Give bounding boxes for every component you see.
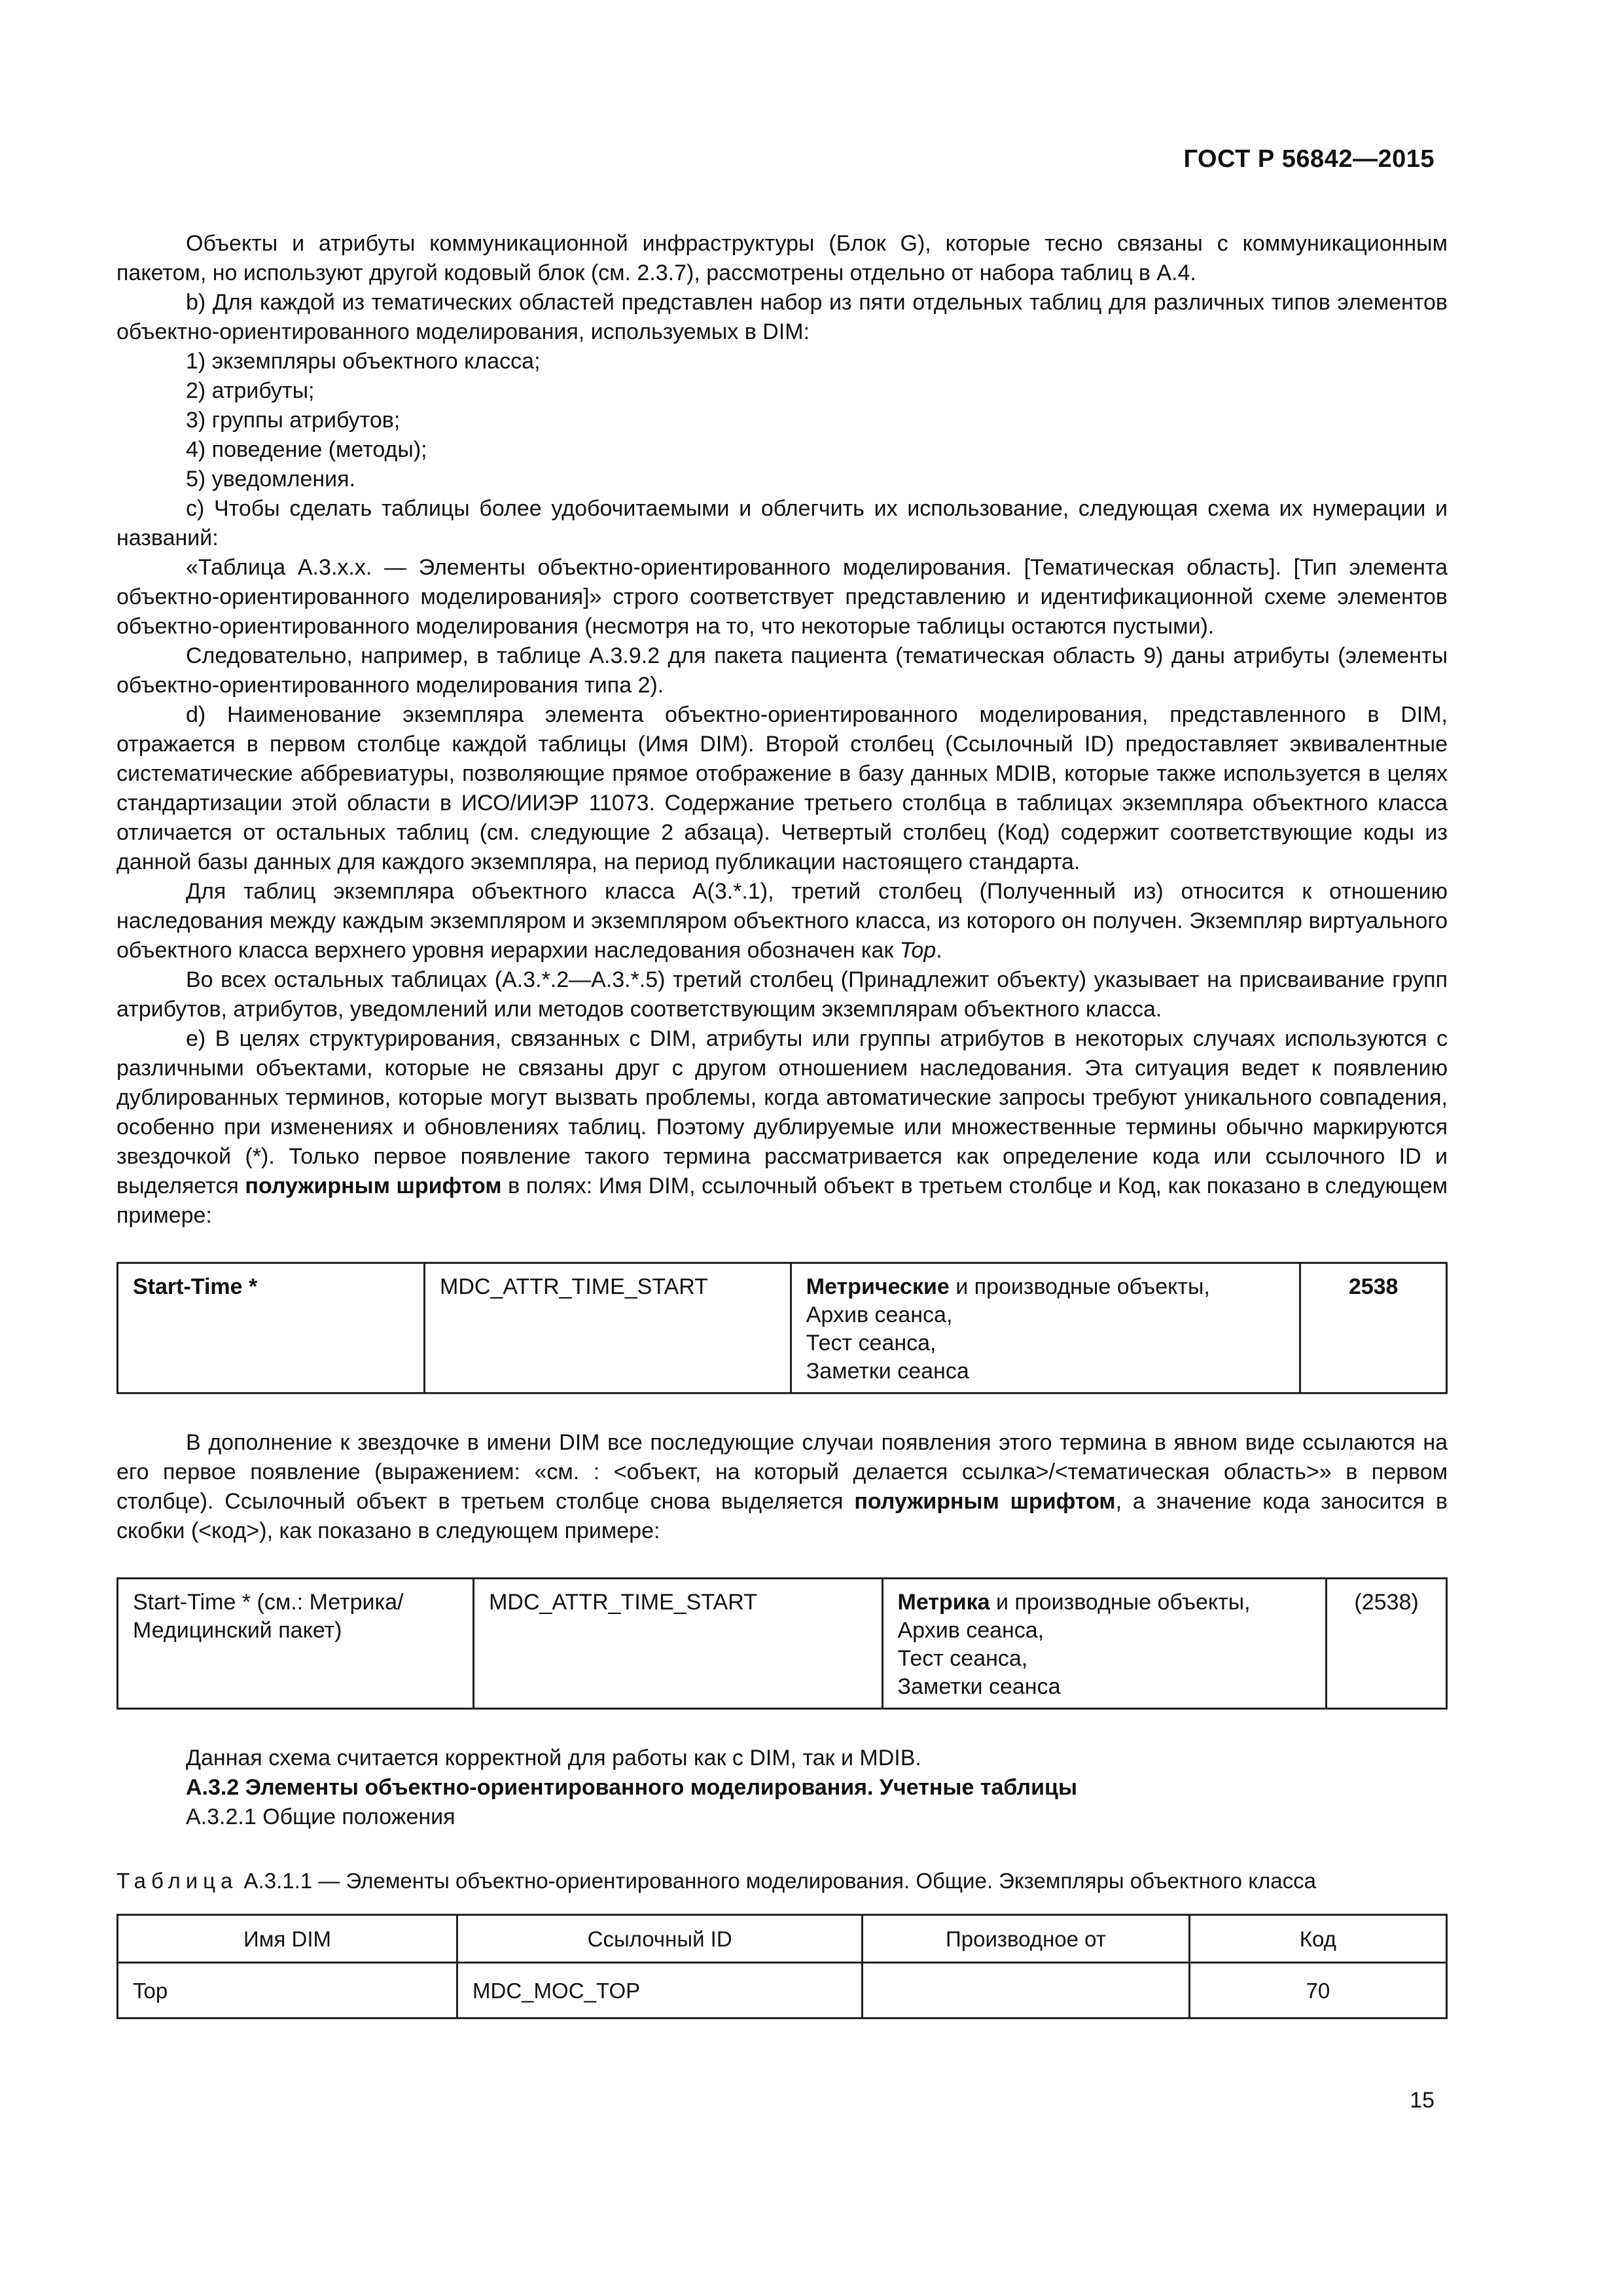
table-row [118, 1263, 1447, 1393]
page-body [116, 229, 1448, 2019]
bold-object: Метрика [897, 1590, 990, 1615]
text-run: Для таблиц экземпляра объектного класса А(3.*.1), третий столбец (Полученный из) относится к отношению наследования между каждым экземпляром и экземпляром объектного класса, из которого он получен. Экземпляр виртуального объектного класса верхнего уровня иерархии наследования обозначен как [116, 879, 1448, 963]
table-header-row [118, 1915, 1447, 1963]
paragraph [116, 877, 1448, 965]
paragraph [116, 1428, 1448, 1546]
table-row [118, 1963, 1447, 2018]
table-row [118, 1579, 1447, 1709]
text-run: , а значение кода заносится в скобки (<код>), как показано в следующем примере: [116, 1489, 1448, 1543]
text-run: е) В целях структурирования, связанных с DIM, атрибуты или группы атрибутов в некоторых случаях используются с различными объектами, которые не связаны друг с другом отношением наследования. Эта ситуация ведет к появлению дублированных терминов, которые могут вызвать проблемы, когда автоматические запросы требуют уникального совпадения, особенно при изменениях и обновлениях таблиц. Поэтому дублируемые или множественные термины обычно маркируются звездочкой (*). Только первое появление такого термина рассматривается как определение кода или ссылочного ID и выделяется [116, 1026, 1448, 1198]
object-class-table [116, 1914, 1448, 2019]
list-item: 2) атрибуты; [186, 378, 315, 403]
paragraph [116, 1024, 1448, 1230]
paragraph: Следовательно, например, в таблице А.3.9.2 для пакета пациента (тематическая область 9) даны атрибуты (элементы объектно-ориентированного моделирования типа 2). [116, 643, 1448, 698]
code-cell: 2538 [1300, 1263, 1447, 1393]
section-heading: А.3.2 Элементы объектно-ориентированного моделирования. Учетные таблицы [186, 1775, 1077, 1800]
table-cell [863, 1963, 1189, 2018]
text-run: в полях: Имя DIM, ссылочный объект в третьем столбце и Код, как показано в следующем примере: [116, 1174, 1448, 1228]
table-cell: MDC_MOC_TOP [457, 1963, 863, 2018]
list-item: 5) уведомления. [186, 467, 356, 492]
dim-name-cell: Start-Time * (см.: Метрика/ Медицинский пакет) [118, 1579, 474, 1709]
text-run: В дополнение к звездочке в имени DIM все последующие случаи появления этого термина в явном виде ссылаются на его первое появление (выражением: «см. : <объект, на который делается ссылка>/<тематическая область>» в первом столбце). Ссылочный объект в третьем столбце снова выделяется [116, 1430, 1448, 1514]
column-header: Ссылочный ID [457, 1915, 863, 1963]
example-table-second [116, 1577, 1448, 1710]
standard-designation: ГОСТ Р 56842—2015 [1183, 145, 1435, 173]
paragraph: Во всех остальных таблицах (А.3.*.2—А.3.*.5) третий столбец (Принадлежит объекту) указывает на присваивание групп атрибутов, атрибутов, уведомлений или методов соответствующим экземплярам объектного класса. [116, 967, 1448, 1022]
bold-term: полужирным шрифтом [854, 1489, 1116, 1514]
dim-name-cell: Start-Time * [118, 1263, 425, 1393]
caption-label: Таблица [116, 1869, 238, 1893]
subsection-heading: А.3.2.1 Общие положения [186, 1804, 455, 1829]
paragraph: «Таблица А.3.х.х. — Элементы объектно-ориентированного моделирования. [Тематическая область]. [Тип элемента объектно-ориентированного моделирования]» строго соответствует представлению и идентификационной схеме элементов объектно-ориентированного моделирования (несмотря на то, что некоторые таблицы остаются пустыми). [116, 555, 1448, 639]
column-header: Имя DIM [118, 1915, 457, 1963]
page-number: 15 [1410, 2088, 1435, 2113]
bold-term: полужирным шрифтом [245, 1174, 502, 1198]
paragraph: b) Для каждой из тематических областей представлен набор из пяти отдельных таблиц для различных типов элементов объектно-ориентированного моделирования, используемых в DIM: [116, 290, 1448, 344]
table-caption [116, 1866, 1448, 1895]
paragraph: Данная схема считается корректной для работы как с DIM, так и MDIB. [186, 1746, 921, 1770]
list-item: 1) экземпляры объектного класса; [186, 349, 541, 374]
column-header: Код [1189, 1915, 1446, 1963]
bold-object: Метрические [806, 1274, 950, 1299]
table-cell: 70 [1189, 1963, 1446, 2018]
list-item: 3) группы атрибутов; [186, 408, 401, 433]
ref-id-cell: MDC_ATTR_TIME_START [425, 1263, 791, 1393]
ref-id-cell: MDC_ATTR_TIME_START [474, 1579, 882, 1709]
table-cell: Top [118, 1963, 457, 2018]
paragraph: d) Наименование экземпляра элемента объектно-ориентированного моделирования, представленного в DIM, отражается в первом столбце каждой таблицы (Имя DIM). Второй столбец (Ссылочный ID) предоставляет эквивалентные систематические аббревиатуры, позволяющие прямое отображение в базу данных MDIB, которые также используется в целях стандартизации этой области в ИСО/ИИЭР 11073. Содержание третьего столбца в таблицах экземпляра объектного класса отличается от остальных таблиц (см. следующие 2 абзаца). Четвертый столбец (Код) содержит соответствующие коды из данной базы данных для каждого экземпляра, на период публикации настоящего стандарта. [116, 702, 1448, 874]
caption-text: А.3.1.1 — Элементы объектно-ориентированного моделирования. Общие. Экземпляры объектного класса [238, 1869, 1316, 1893]
paragraph: с) Чтобы сделать таблицы более удобочитаемыми и облегчить их использование, следующая схема их нумерации и названий: [116, 496, 1448, 550]
example-table-first [116, 1262, 1448, 1394]
list-item: 4) поведение (методы); [186, 437, 427, 462]
code-cell: (2538) [1327, 1579, 1447, 1709]
paragraph: Объекты и атрибуты коммуникационной инфраструктуры (Блок G), которые тесно связаны с коммуникационным пакетом, но используют другой кодовый блок (см. 2.3.7), рассмотрены отдельно от набора таблиц в А.4. [116, 231, 1448, 285]
object-cell: Метрические и производные объекты, Архив сеанса, Тест сеанса, Заметки сеанса [791, 1263, 1300, 1393]
object-cell: Метрика и производные объекты, Архив сеанса, Тест сеанса, Заметки сеанса [882, 1579, 1327, 1709]
italic-term: Top [899, 938, 936, 963]
column-header: Производное от [863, 1915, 1189, 1963]
text-run: . [936, 938, 942, 963]
